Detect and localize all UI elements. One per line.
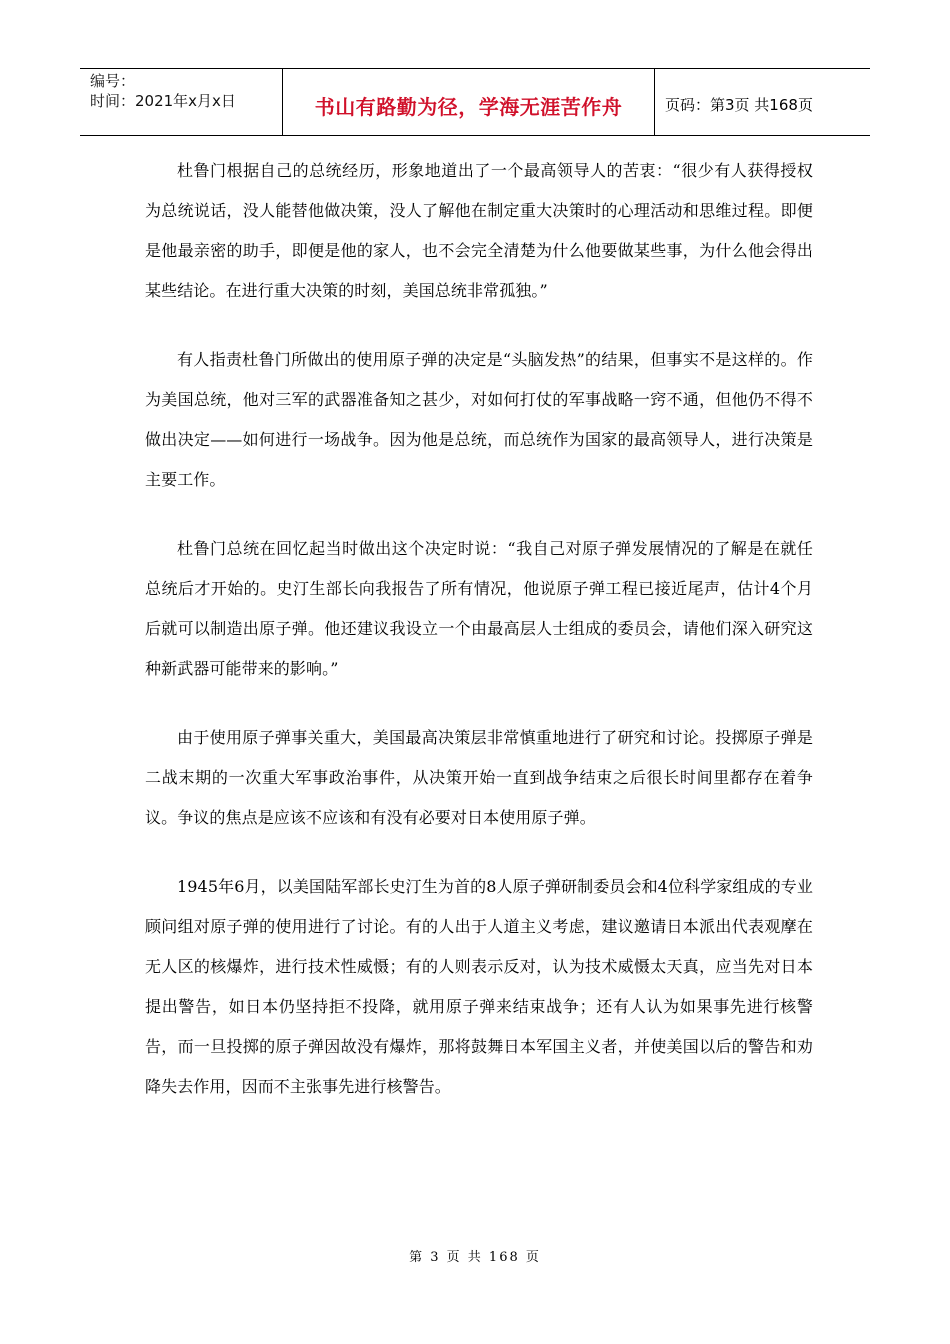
- paragraph: 1945年6月，以美国陆军部长史汀生为首的8人原子弹研制委员会和4位科学家组成的专业顾问组对原子弹的使用进行了讨论。有的人出于人道主义考虑，建议邀请日本派出代表观摩在无人区的核爆炸，进行技术性威慑；有的人则表示反对，认为技术威慑太天真，应当先对日本提出警告，如日本仍坚持拒不投降，就用原子弹来结束战争；还有人认为如果事先进行核警告，而一旦投掷的原子弹因故没有爆炸，那将鼓舞日本军国主义者，并使美国以后的警告和劝降失去作用，因而不主张事先进行核警告。: [145, 877, 813, 1096]
- paragraph: 有人指责杜鲁门所做出的使用原子弹的决定是“头脑发热”的结果，但事实不是这样的。作为美国总统，他对三军的武器准备知之甚少，对如何打仗的军事战略一窍不通，但他仍不得不做出决定——如何进行一场战争。因为他是总统，而总统作为国家的最高领导人，进行决策是主要工作。: [145, 350, 813, 489]
- header-page-cell: [655, 69, 870, 135]
- header-meta: [80, 69, 283, 135]
- header-motto-cell: [283, 69, 655, 135]
- document-body: [145, 151, 813, 1136]
- page-header: [80, 68, 870, 136]
- document-date-label: 时间：2021年x月x日: [90, 92, 236, 110]
- paragraph: 杜鲁门根据自己的总统经历，形象地道出了一个最高领导人的苦衷：“很少有人获得授权为总统说话，没人能替他做决策，没人了解他在制定重大决策时的心理活动和思维过程。即便是他最亲密的助手，即便是他的家人，也不会完全清楚为什么他要做某些事，为什么他会得出某些结论。在进行重大决策的时刻，美国总统非常孤独。”: [145, 161, 813, 300]
- header-page-info: 页码：第3页 共168页: [665, 95, 813, 114]
- page-footer: 第 3 页 共 168 页: [409, 1250, 541, 1265]
- document-number-label: 编号：: [90, 72, 136, 90]
- motto-text: 书山有路勤为径，学海无涯苦作舟: [314, 94, 623, 119]
- paragraph: 由于使用原子弹事关重大，美国最高决策层非常慎重地进行了研究和讨论。投掷原子弹是二战末期的一次重大军事政治事件，从决策开始一直到战争结束之后很长时间里都存在着争议。争议的焦点是应该不应该和有没有必要对日本使用原子弹。: [145, 728, 813, 827]
- paragraph: 杜鲁门总统在回忆起当时做出这个决定时说：“我自己对原子弹发展情况的了解是在就任总统后才开始的。史汀生部长向我报告了所有情况，他说原子弹工程已接近尾声，估计4个月后就可以制造出原子弹。他还建议我设立一个由最高层人士组成的委员会，请他们深入研究这种新武器可能带来的影响。”: [145, 539, 813, 678]
